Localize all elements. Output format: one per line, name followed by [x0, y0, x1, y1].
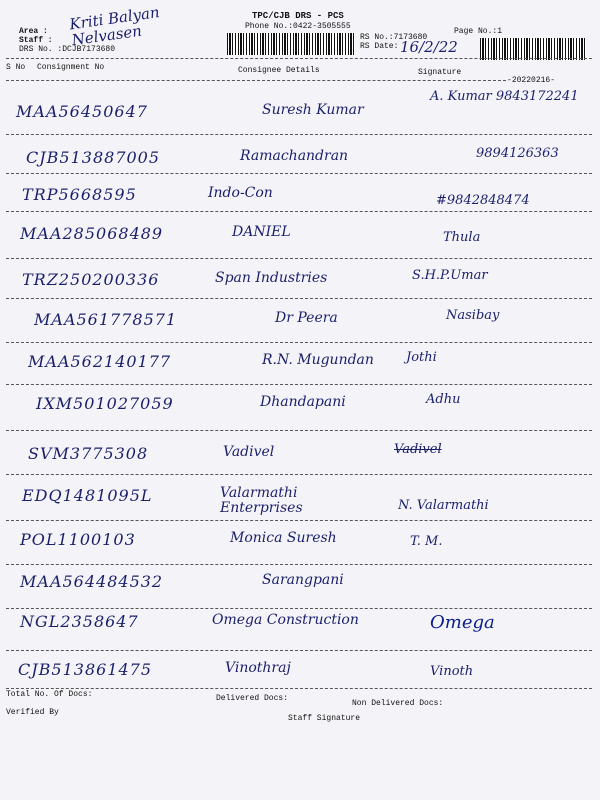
row-divider [6, 650, 592, 651]
consignment-number: MAA561778571 [34, 310, 178, 329]
consignee-name: Monica Suresh [230, 530, 337, 546]
row-divider [6, 173, 592, 174]
staff-signature-label: Staff Signature [288, 714, 361, 723]
consignment-number: MAA562140177 [28, 352, 172, 371]
col-signature: Signature [418, 68, 462, 77]
row-divider [6, 430, 592, 431]
consignee-name: Ramachandran [240, 148, 349, 164]
consignment-number: EDQ1481095L [22, 486, 153, 505]
consignment-number: POL1100103 [20, 530, 136, 549]
signature: T. M. [410, 534, 443, 549]
table-row [0, 522, 600, 562]
delivered-docs-label: Delivered Docs: [216, 694, 289, 703]
consignee-name: Span Industries [215, 270, 328, 286]
consignment-number: MAA564484532 [20, 572, 164, 591]
signature: Vinoth [430, 664, 474, 679]
consignee-name: Vadivel [223, 444, 275, 460]
consignment-number: MAA285068489 [20, 224, 164, 243]
consignment-number: MAA56450647 [16, 102, 148, 121]
phone-number: Phone No.:0422-3505555 [245, 22, 351, 31]
consignee-name: Sarangpani [262, 572, 344, 588]
signature: Adhu [426, 392, 461, 407]
row-divider [6, 384, 592, 385]
signature: Omega [430, 612, 495, 633]
consignment-number: CJB513861475 [18, 660, 153, 679]
signature: S.H.P.Umar [412, 268, 488, 283]
consignee-name: Dhandapani [260, 394, 346, 410]
consignee-name: Indo-Con [208, 185, 273, 201]
verified-by-label: Verified By [6, 708, 59, 717]
table-row [0, 216, 600, 256]
row-divider [6, 298, 592, 299]
table-row [0, 262, 600, 302]
drs-number: DRS No. :DCJB7173680 [19, 45, 116, 54]
signature: Vadivel [394, 442, 442, 457]
table-row [0, 436, 600, 476]
consignee-name: Valarmathi Enterprises [220, 485, 303, 516]
consignment-number: SVM3775308 [28, 444, 149, 463]
barcode-right [480, 38, 586, 60]
signature: #9842848474 [436, 193, 530, 208]
print-date: -20220216- [507, 76, 556, 85]
rs-date-handwritten: 16/2/22 [400, 38, 458, 56]
signature: A. Kumar 9843172241 [430, 89, 579, 104]
document-title: TPC/CJB DRS - PCS [252, 11, 344, 21]
col-sno: S No [6, 63, 26, 72]
table-row [0, 344, 600, 384]
consignment-number: CJB513887005 [26, 148, 161, 167]
signature: 9894126363 [476, 146, 559, 161]
staff-handwritten: Kriti Balyan Nelvasen [68, 2, 161, 50]
total-docs-label: Total No. Of Docs: [6, 690, 93, 699]
consignee-name: Omega Construction [212, 612, 359, 628]
row-divider [6, 134, 592, 135]
consignment-number: TRP5668595 [22, 185, 137, 204]
consignment-number: IXM501027059 [36, 394, 174, 413]
area-label: Area : [19, 27, 48, 36]
table-row [0, 302, 600, 342]
row-divider [6, 258, 592, 259]
non-delivered-docs-label: Non Delivered Docs: [352, 699, 444, 708]
rs-number: RS No.:7173680 [360, 33, 428, 42]
row-divider [6, 474, 592, 475]
signature: Jothi [406, 350, 437, 365]
consignee-name: R.N. Mugundan [262, 352, 374, 368]
table-row [0, 564, 600, 604]
row-divider [6, 211, 592, 212]
rs-date-label: RS Date: [360, 42, 399, 51]
consignee-name: DANIEL [232, 224, 291, 240]
header-rule-bottom [6, 80, 506, 81]
table-row [0, 604, 600, 644]
header-rule [6, 58, 592, 59]
row-divider [6, 342, 592, 343]
col-consignment: Consignment No [37, 63, 105, 72]
row-divider [6, 520, 592, 521]
consignee-name: Dr Peera [275, 310, 338, 326]
col-consignee: Consignee Details [238, 66, 320, 75]
row-divider [6, 688, 592, 689]
table-row [0, 386, 600, 426]
table-row [0, 89, 600, 134]
page-number: Page No.:1 [454, 27, 503, 36]
consignee-name: Vinothraj [225, 660, 291, 676]
signature: Nasibay [446, 308, 500, 323]
consignment-number: TRZ250200336 [22, 270, 160, 289]
signature: Thula [443, 230, 481, 245]
barcode [227, 33, 355, 55]
table-row [0, 652, 600, 692]
consignment-number: NGL2358647 [20, 612, 139, 631]
signature: N. Valarmathi [398, 498, 489, 513]
table-row [0, 478, 600, 518]
consignee-name: Suresh Kumar [262, 102, 364, 118]
table-row [0, 140, 600, 180]
staff-label: Staff : [19, 36, 53, 45]
